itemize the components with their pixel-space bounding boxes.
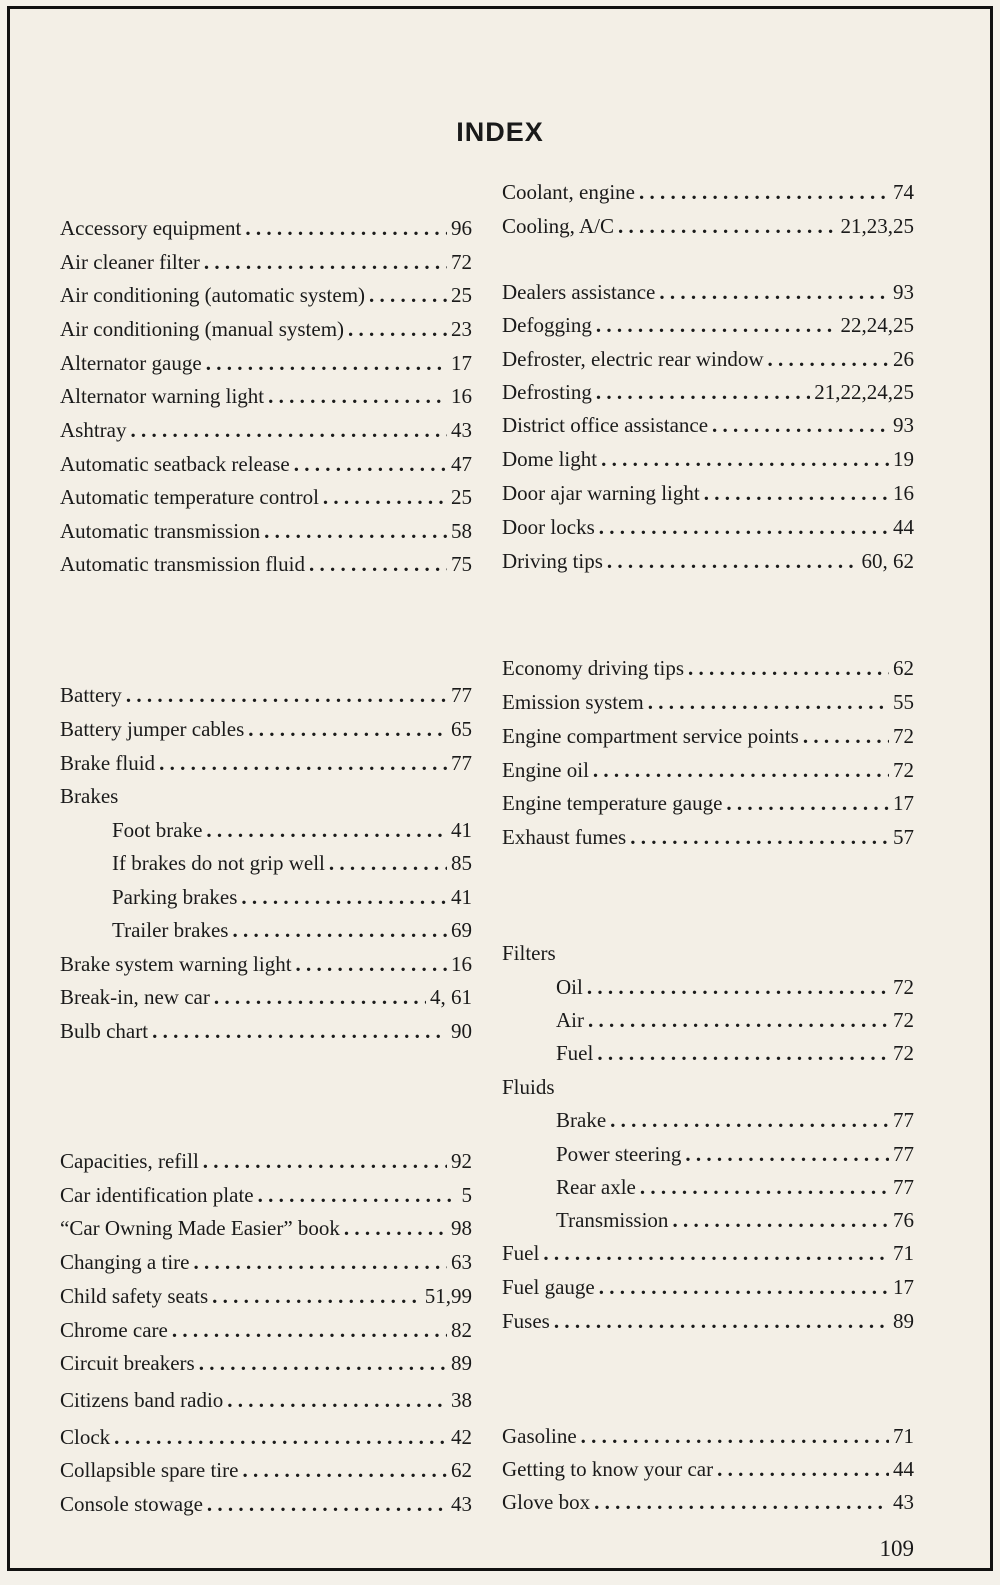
index-entry-alternator-warning-light (60, 381, 472, 411)
entry-pages: 72 (893, 724, 914, 748)
entry-pages: 25 (451, 283, 472, 307)
entry-label: Fuel (556, 1041, 594, 1065)
dot-leader (131, 415, 448, 445)
dot-leader (329, 848, 447, 878)
index-entry-cooling-a-c (502, 211, 914, 241)
dot-leader (348, 314, 447, 344)
index-entry-power-steering (556, 1139, 914, 1169)
index-entry-automatic-transmission-fluid (60, 549, 472, 579)
entry-pages: 96 (451, 216, 472, 240)
index-entry-capacities-refill (60, 1146, 472, 1176)
index-entry-changing-a-tire (60, 1247, 472, 1277)
entry-label: If brakes do not grip well (112, 851, 325, 875)
dot-leader (152, 1016, 447, 1046)
index-entry-automatic-transmission (60, 516, 472, 546)
index-entry-automatic-temperature-control (60, 482, 472, 512)
page-number: 109 (879, 1536, 914, 1561)
entry-pages: 19 (893, 447, 914, 471)
index-entry-air-cleaner-filter (60, 247, 472, 277)
index-entry-battery-jumper-cables (60, 714, 472, 744)
index-entry-break-in-new-car (60, 982, 472, 1012)
index-entry-door-ajar-warning-light (502, 478, 914, 508)
index-entry-if-brakes-do-not-grip-well (112, 848, 472, 878)
entry-pages: 82 (451, 1318, 472, 1342)
entry-pages: 57 (893, 825, 914, 849)
dot-leader (214, 982, 426, 1012)
index-entry-trailer-brakes (112, 915, 472, 945)
page-title: INDEX (456, 117, 544, 147)
dot-leader (607, 546, 858, 576)
dot-leader (596, 377, 810, 407)
entry-label: Emission system (502, 690, 644, 714)
entry-label: Air conditioning (automatic system) (60, 283, 366, 307)
entry-label: Automatic transmission (60, 519, 261, 543)
index-entry-coolant-engine (502, 177, 914, 207)
index-entry-fuel-gauge (502, 1272, 914, 1302)
entry-pages: 16 (893, 481, 914, 505)
entry-label: Brake fluid (60, 751, 156, 775)
entry-label: Ashtray (60, 418, 127, 442)
entry-label: Capacities, refill (60, 1149, 199, 1173)
entry-label: Battery (60, 683, 122, 707)
dot-leader (323, 482, 447, 512)
entry-label: Trailer brakes (112, 918, 229, 942)
entry-pages: 16 (451, 952, 472, 976)
index-entry-car-owning-made-easier-book (60, 1213, 472, 1243)
index-entry-rear-axle (556, 1172, 914, 1202)
index-entry-parking-brakes (112, 882, 472, 912)
entry-label: Brake system warning light (60, 952, 292, 976)
index-entry-getting-to-know-your-car (502, 1454, 914, 1484)
entry-pages: 62 (451, 1458, 472, 1482)
entry-pages: 76 (893, 1208, 914, 1232)
entry-pages: 89 (451, 1351, 472, 1375)
entry-label: Air conditioning (manual system) (60, 317, 345, 341)
entry-label: Power steering (556, 1142, 682, 1166)
entry-pages: 75 (451, 552, 472, 576)
dot-leader (212, 1281, 421, 1311)
dot-leader (264, 516, 447, 546)
entry-pages: 90 (451, 1019, 472, 1043)
index-entry-glove-box (502, 1487, 914, 1517)
dot-leader (601, 444, 889, 474)
index-entry-dealers-assistance (502, 277, 914, 307)
entry-label: Fuel gauge (502, 1275, 595, 1299)
entry-label: Driving tips (502, 549, 603, 573)
dot-leader (309, 549, 447, 579)
dot-leader (726, 788, 889, 818)
index-entry-air (556, 1005, 914, 1035)
dot-leader (659, 277, 889, 307)
entry-label: Dome light (502, 447, 598, 471)
dot-leader (639, 177, 889, 207)
entry-pages: 43 (893, 1490, 914, 1514)
entry-pages: 77 (451, 683, 472, 707)
dot-leader (296, 949, 447, 979)
index-entry-driving-tips (502, 546, 914, 576)
dot-leader (599, 512, 889, 542)
index-entry-brake-system-warning-light (60, 949, 472, 979)
entry-pages: 41 (451, 818, 472, 842)
entry-label: Break-in, new car (60, 985, 210, 1009)
entry-label: Transmission (556, 1208, 669, 1232)
entry-label: Parking brakes (112, 885, 238, 909)
index-entry-dome-light (502, 444, 914, 474)
index-entry-defrosting (502, 377, 914, 407)
dot-leader (242, 1455, 447, 1485)
index-page (7, 6, 993, 1571)
entry-pages: 92 (451, 1149, 472, 1173)
dot-leader (581, 1421, 889, 1451)
index-entry-gasoline (502, 1421, 914, 1451)
dot-leader (599, 1272, 889, 1302)
entry-label: Door locks (502, 515, 595, 539)
entry-label: Child safety seats (60, 1284, 209, 1308)
dot-leader (618, 211, 836, 241)
index-entry-engine-temperature-gauge (502, 788, 914, 818)
index-entry-console-stowage (60, 1489, 472, 1519)
dot-leader (610, 1105, 889, 1135)
dot-leader (704, 478, 889, 508)
entry-pages: 60, 62 (861, 549, 914, 573)
entry-pages: 26 (893, 347, 914, 371)
entry-label: Alternator warning light (60, 384, 265, 408)
index-entry-citizens-band-radio (60, 1385, 472, 1415)
entry-pages: 77 (451, 751, 472, 775)
dot-leader (207, 1489, 447, 1519)
entry-pages: 63 (451, 1250, 472, 1274)
index-entry-ashtray (60, 415, 472, 445)
entry-label: Economy driving tips (502, 656, 684, 680)
entry-pages: 77 (893, 1142, 914, 1166)
dot-leader (685, 1139, 889, 1169)
index-entry-engine-oil (502, 755, 914, 785)
dot-leader (203, 1146, 447, 1176)
entry-pages: 21,23,25 (840, 214, 914, 238)
index-entry-defroster-electric-rear-window (502, 344, 914, 374)
dot-leader (126, 680, 447, 710)
dot-leader (640, 1172, 889, 1202)
entry-pages: 98 (451, 1216, 472, 1240)
dot-leader (114, 1422, 447, 1452)
dot-leader (232, 915, 447, 945)
index-entry-economy-driving-tips (502, 653, 914, 683)
dot-leader (159, 748, 447, 778)
dot-leader (588, 1005, 889, 1035)
dot-leader (672, 1205, 889, 1235)
dot-leader (241, 882, 447, 912)
index-entry-air-conditioning-automatic-system (60, 280, 472, 310)
entry-pages: 43 (451, 1492, 472, 1516)
entry-pages: 44 (893, 1457, 914, 1481)
index-entry-clock (60, 1422, 472, 1452)
dot-leader (268, 381, 447, 411)
entry-label: Automatic seatback release (60, 452, 290, 476)
entry-pages: 23 (451, 317, 472, 341)
entry-label: Chrome care (60, 1318, 168, 1342)
entry-pages: 22,24,25 (840, 313, 914, 337)
entry-label: Air (556, 1008, 584, 1032)
entry-pages: 72 (893, 1008, 914, 1032)
entry-label: Defogging (502, 313, 592, 337)
index-heading-brakes: Brakes (60, 784, 119, 808)
index-entry-fuel (556, 1038, 914, 1068)
entry-label: Changing a tire (60, 1250, 190, 1274)
dot-leader (204, 247, 447, 277)
entry-label: Defroster, electric rear window (502, 347, 764, 371)
entry-label: Foot brake (112, 818, 203, 842)
entry-pages: 85 (451, 851, 472, 875)
dot-leader (596, 310, 837, 340)
dot-leader (206, 348, 447, 378)
entry-label: Citizens band radio (60, 1388, 224, 1412)
entry-pages: 17 (893, 1275, 914, 1299)
entry-pages: 58 (451, 519, 472, 543)
dot-leader (199, 1348, 447, 1378)
dot-leader (245, 213, 447, 243)
dot-leader (172, 1315, 447, 1345)
dot-leader (712, 410, 889, 440)
index-entry-district-office-assistance (502, 410, 914, 440)
entry-label: Automatic transmission fluid (60, 552, 305, 576)
index-entry-alternator-gauge (60, 348, 472, 378)
entry-pages: 43 (451, 418, 472, 442)
dot-leader (554, 1306, 889, 1336)
entry-pages: 72 (893, 975, 914, 999)
index-entry-engine-compartment-service-points (502, 721, 914, 751)
dot-leader (344, 1213, 447, 1243)
entry-label: Alternator gauge (60, 351, 202, 375)
dot-leader (294, 449, 447, 479)
entry-pages: 93 (893, 280, 914, 304)
entry-label: Collapsible spare tire (60, 1458, 239, 1482)
entry-label: Defrosting (502, 380, 592, 404)
dot-leader (717, 1454, 889, 1484)
index-entry-emission-system (502, 687, 914, 717)
dot-leader (593, 755, 889, 785)
index-heading-filters: Filters (502, 941, 556, 965)
index-entry-battery (60, 680, 472, 710)
index-entry-child-safety-seats (60, 1281, 472, 1311)
entry-pages: 77 (893, 1108, 914, 1132)
entry-label: Console stowage (60, 1492, 203, 1516)
entry-pages: 74 (893, 180, 914, 204)
entry-label: Accessory equipment (60, 216, 242, 240)
index-entry-defogging (502, 310, 914, 340)
entry-pages: 42 (451, 1425, 472, 1449)
index-entry-transmission (556, 1205, 914, 1235)
entry-pages: 51,99 (424, 1284, 472, 1308)
entry-pages: 93 (893, 413, 914, 437)
entry-label: Circuit breakers (60, 1351, 195, 1375)
index-entry-air-conditioning-manual-system (60, 314, 472, 344)
entry-label: Engine compartment service points (502, 724, 799, 748)
index-entry-chrome-care (60, 1315, 472, 1345)
entry-pages: 65 (451, 717, 472, 741)
entry-label: Battery jumper cables (60, 717, 245, 741)
entry-label: Fuel (502, 1241, 540, 1265)
index-entry-collapsible-spare-tire (60, 1455, 472, 1485)
entry-label: Rear axle (556, 1175, 636, 1199)
dot-leader (803, 721, 889, 751)
dot-leader (206, 815, 447, 845)
entry-label: Car identification plate (60, 1183, 254, 1207)
entry-label: Bulb chart (60, 1019, 149, 1043)
entry-pages: 17 (893, 791, 914, 815)
index-entry-brake (556, 1105, 914, 1135)
dot-leader (369, 280, 447, 310)
entry-label: Engine oil (502, 758, 589, 782)
entry-label: Door ajar warning light (502, 481, 700, 505)
entry-label: Automatic temperature control (60, 485, 319, 509)
dot-leader (630, 822, 889, 852)
entry-label: Air cleaner filter (60, 250, 200, 274)
entry-label: Brake (556, 1108, 607, 1132)
entry-pages: 72 (451, 250, 472, 274)
entry-pages: 89 (893, 1309, 914, 1333)
entry-pages: 62 (893, 656, 914, 680)
entry-label: Dealers assistance (502, 280, 656, 304)
dot-leader (543, 1238, 889, 1268)
index-heading-fluids: Fluids (502, 1075, 555, 1099)
entry-pages: 38 (451, 1388, 472, 1412)
dot-leader (648, 687, 889, 717)
entry-pages: 71 (893, 1424, 914, 1448)
entry-label: Gasoline (502, 1424, 577, 1448)
index-entry-circuit-breakers (60, 1348, 472, 1378)
entry-label: Getting to know your car (502, 1457, 714, 1481)
entry-pages: 41 (451, 885, 472, 909)
index-entry-brake-fluid (60, 748, 472, 778)
entry-label: Engine temperature gauge (502, 791, 723, 815)
index-entry-door-locks (502, 512, 914, 542)
dot-leader (248, 714, 447, 744)
entry-pages: 72 (893, 1041, 914, 1065)
dot-leader (597, 1038, 889, 1068)
entry-pages: 5 (461, 1183, 472, 1207)
index-entry-fuses (502, 1306, 914, 1336)
entry-pages: 25 (451, 485, 472, 509)
entry-label: Clock (60, 1425, 111, 1449)
entry-label: Glove box (502, 1490, 591, 1514)
index-entry-accessory-equipment (60, 213, 472, 243)
index-entry-car-identification-plate (60, 1180, 472, 1210)
entry-pages: 16 (451, 384, 472, 408)
dot-leader (193, 1247, 447, 1277)
index-entry-foot-brake (112, 815, 472, 845)
entry-pages: 77 (893, 1175, 914, 1199)
dot-leader (768, 344, 889, 374)
entry-label: “Car Owning Made Easier” book (60, 1216, 340, 1240)
dot-leader (594, 1487, 889, 1517)
dot-leader (688, 653, 889, 683)
entry-pages: 69 (451, 918, 472, 942)
entry-label: Fuses (502, 1309, 550, 1333)
entry-label: District office assistance (502, 413, 709, 437)
entry-pages: 71 (893, 1241, 914, 1265)
index-entry-oil (556, 972, 914, 1002)
dot-leader (227, 1385, 447, 1415)
entry-pages: 4, 61 (430, 985, 472, 1009)
index-entry-fuel (502, 1238, 914, 1268)
entry-pages: 44 (893, 515, 914, 539)
entry-pages: 21,22,24,25 (814, 380, 914, 404)
entry-pages: 17 (451, 351, 472, 375)
entry-label: Cooling, A/C (502, 214, 615, 238)
index-entry-exhaust-fumes (502, 822, 914, 852)
dot-leader (258, 1180, 458, 1210)
index-entry-bulb-chart (60, 1016, 472, 1046)
entry-label: Oil (556, 975, 583, 999)
entry-pages: 55 (893, 690, 914, 714)
entry-label: Coolant, engine (502, 180, 635, 204)
entry-pages: 47 (451, 452, 472, 476)
entry-pages: 72 (893, 758, 914, 782)
index-entry-automatic-seatback-release (60, 449, 472, 479)
entry-label: Exhaust fumes (502, 825, 627, 849)
dot-leader (587, 972, 889, 1002)
